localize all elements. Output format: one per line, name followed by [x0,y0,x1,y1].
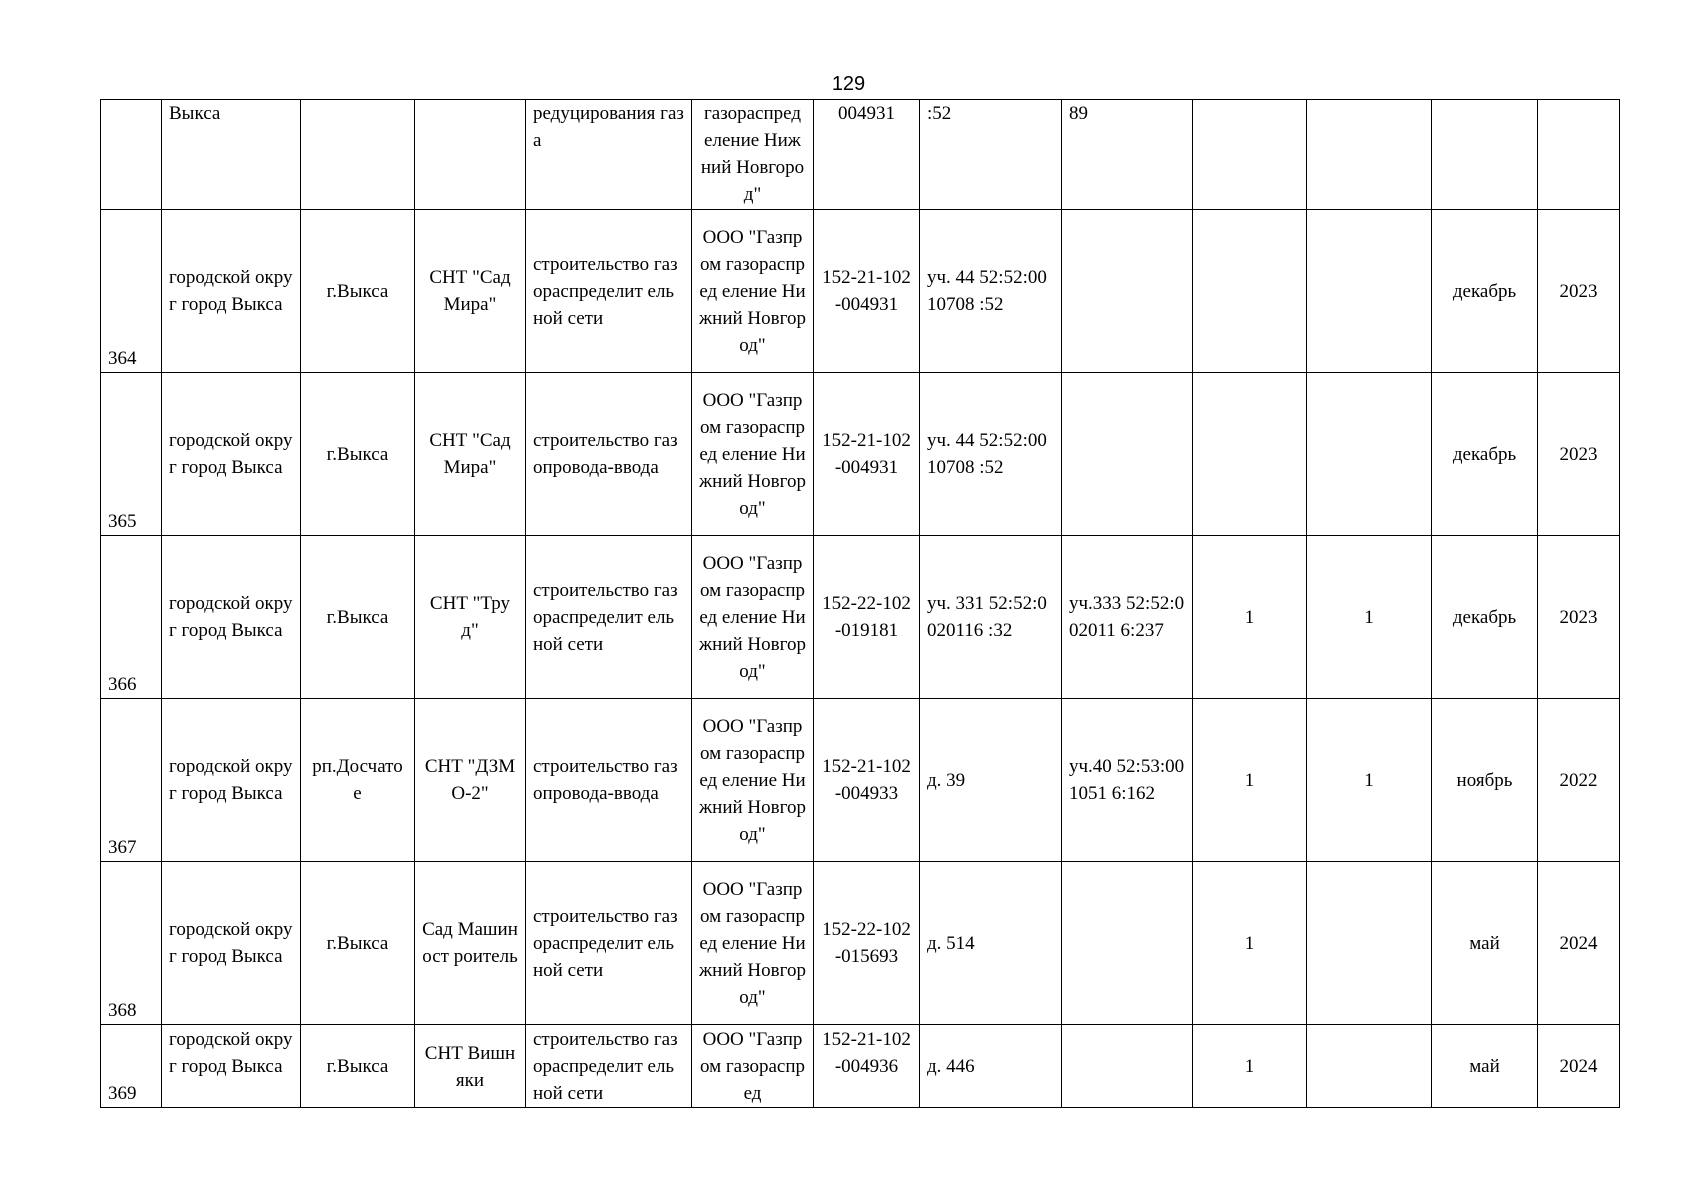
district-cell: городской округ город Выкса [162,699,301,862]
year-cell: 2022 [1538,699,1620,862]
page-number: 129 [831,73,866,95]
month-cell: ноябрь [1432,699,1538,862]
count2-cell [1307,100,1432,210]
table-row [101,210,1620,373]
year-cell: 2023 [1538,210,1620,373]
city-cell: г.Выкса [301,210,415,373]
permit-number-cell: 152-21-102-004933 [814,699,920,862]
permit-number-cell: 152-21-102-004931 [814,210,920,373]
month-cell [1432,100,1538,210]
count1-cell: 1 [1193,699,1307,862]
organization-cell: ООО "Газпром газораспред [692,1025,814,1108]
count1-cell [1193,100,1307,210]
table-row-continued [101,100,1620,210]
district-cell: городской округ город Выкса [162,862,301,1025]
month-cell: декабрь [1432,210,1538,373]
permit-number-cell: 152-22-102-019181 [814,536,920,699]
organization-cell: газораспред еление Нижний Новгород" [692,100,814,210]
permit-number-cell: 004931 [814,100,920,210]
month-cell: май [1432,1025,1538,1108]
work-type-cell: строительство газораспределит ельной сети [526,536,692,699]
plot-cell: :52 [920,100,1062,210]
row-number-cell: 367 [101,699,162,862]
plot2-cell: 89 [1062,100,1193,210]
settlement-cell: Сад Машиност роитель [415,862,526,1025]
count2-cell: 1 [1307,699,1432,862]
settlement-cell: СНТ Вишняки [415,1025,526,1108]
permit-number-cell: 152-21-102-004936 [814,1025,920,1108]
settlement-cell: СНТ "ДЗМО-2" [415,699,526,862]
work-type-cell: строительство газопровода-ввода [526,699,692,862]
city-cell: г.Выкса [301,536,415,699]
work-type-cell: редуцирования газа [526,100,692,210]
settlement-cell: СНТ "Сад Мира" [415,373,526,536]
work-type-cell: строительство газопровода-ввода [526,373,692,536]
count1-cell: 1 [1193,1025,1307,1108]
count2-cell [1307,862,1432,1025]
plot2-cell [1062,862,1193,1025]
permit-number-cell: 152-21-102-004931 [814,373,920,536]
table-row [101,373,1620,536]
plot2-cell: уч.333 52:52:002011 6:237 [1062,536,1193,699]
count1-cell: 1 [1193,862,1307,1025]
plot-cell: д. 39 [920,699,1062,862]
plot-cell: уч. 44 52:52:0010708 :52 [920,210,1062,373]
month-cell: декабрь [1432,536,1538,699]
row-number-cell: 369 [101,1025,162,1108]
organization-cell: ООО "Газпром газораспред еление Нижний Новгород" [692,373,814,536]
city-cell: г.Выкса [301,373,415,536]
row-number-cell: 364 [101,210,162,373]
row-number-cell [101,100,162,210]
count1-cell [1193,210,1307,373]
table-row [101,536,1620,699]
city-cell: г.Выкса [301,862,415,1025]
district-cell: городской округ город Выкса [162,536,301,699]
city-cell: рп.Досчато е [301,699,415,862]
plot2-cell: уч.40 52:53:001051 6:162 [1062,699,1193,862]
count1-cell: 1 [1193,536,1307,699]
year-cell: 2023 [1538,373,1620,536]
district-cell: Выкса [162,100,301,210]
count2-cell: 1 [1307,536,1432,699]
organization-cell: ООО "Газпром газораспред еление Нижний Новгород" [692,210,814,373]
organization-cell: ООО "Газпром газораспред еление Нижний Новгород" [692,536,814,699]
row-number-cell: 368 [101,862,162,1025]
work-type-cell: строительство газораспределит ельной сети [526,210,692,373]
year-cell [1538,100,1620,210]
organization-cell: ООО "Газпром газораспред еление Нижний Новгород" [692,862,814,1025]
district-cell: городской округ город Выкса [162,373,301,536]
count2-cell [1307,1025,1432,1108]
plot-cell: уч. 331 52:52:0020116 :32 [920,536,1062,699]
organization-cell: ООО "Газпром газораспред еление Нижний Новгород" [692,699,814,862]
count2-cell [1307,210,1432,373]
plot2-cell [1062,373,1193,536]
settlement-cell [415,100,526,210]
plot-cell: д. 446 [920,1025,1062,1108]
table-row [101,699,1620,862]
table-row [101,1025,1620,1108]
plot-cell: д. 514 [920,862,1062,1025]
row-number-cell: 365 [101,373,162,536]
table-row [101,862,1620,1025]
district-cell: городской округ город Выкса [162,1025,301,1108]
plot2-cell [1062,210,1193,373]
year-cell: 2024 [1538,1025,1620,1108]
gasification-table [100,99,1620,1108]
count1-cell [1193,373,1307,536]
year-cell: 2024 [1538,862,1620,1025]
work-type-cell: строительство газораспределит ельной сети [526,1025,692,1108]
permit-number-cell: 152-22-102-015693 [814,862,920,1025]
plot2-cell [1062,1025,1193,1108]
year-cell: 2023 [1538,536,1620,699]
district-cell: городской округ город Выкса [162,210,301,373]
work-type-cell: строительство газораспределит ельной сети [526,862,692,1025]
city-cell [301,100,415,210]
row-number-cell: 366 [101,536,162,699]
count2-cell [1307,373,1432,536]
month-cell: декабрь [1432,373,1538,536]
settlement-cell: СНТ "Сад Мира" [415,210,526,373]
city-cell: г.Выкса [301,1025,415,1108]
settlement-cell: СНТ "Труд" [415,536,526,699]
plot-cell: уч. 44 52:52:0010708 :52 [920,373,1062,536]
month-cell: май [1432,862,1538,1025]
